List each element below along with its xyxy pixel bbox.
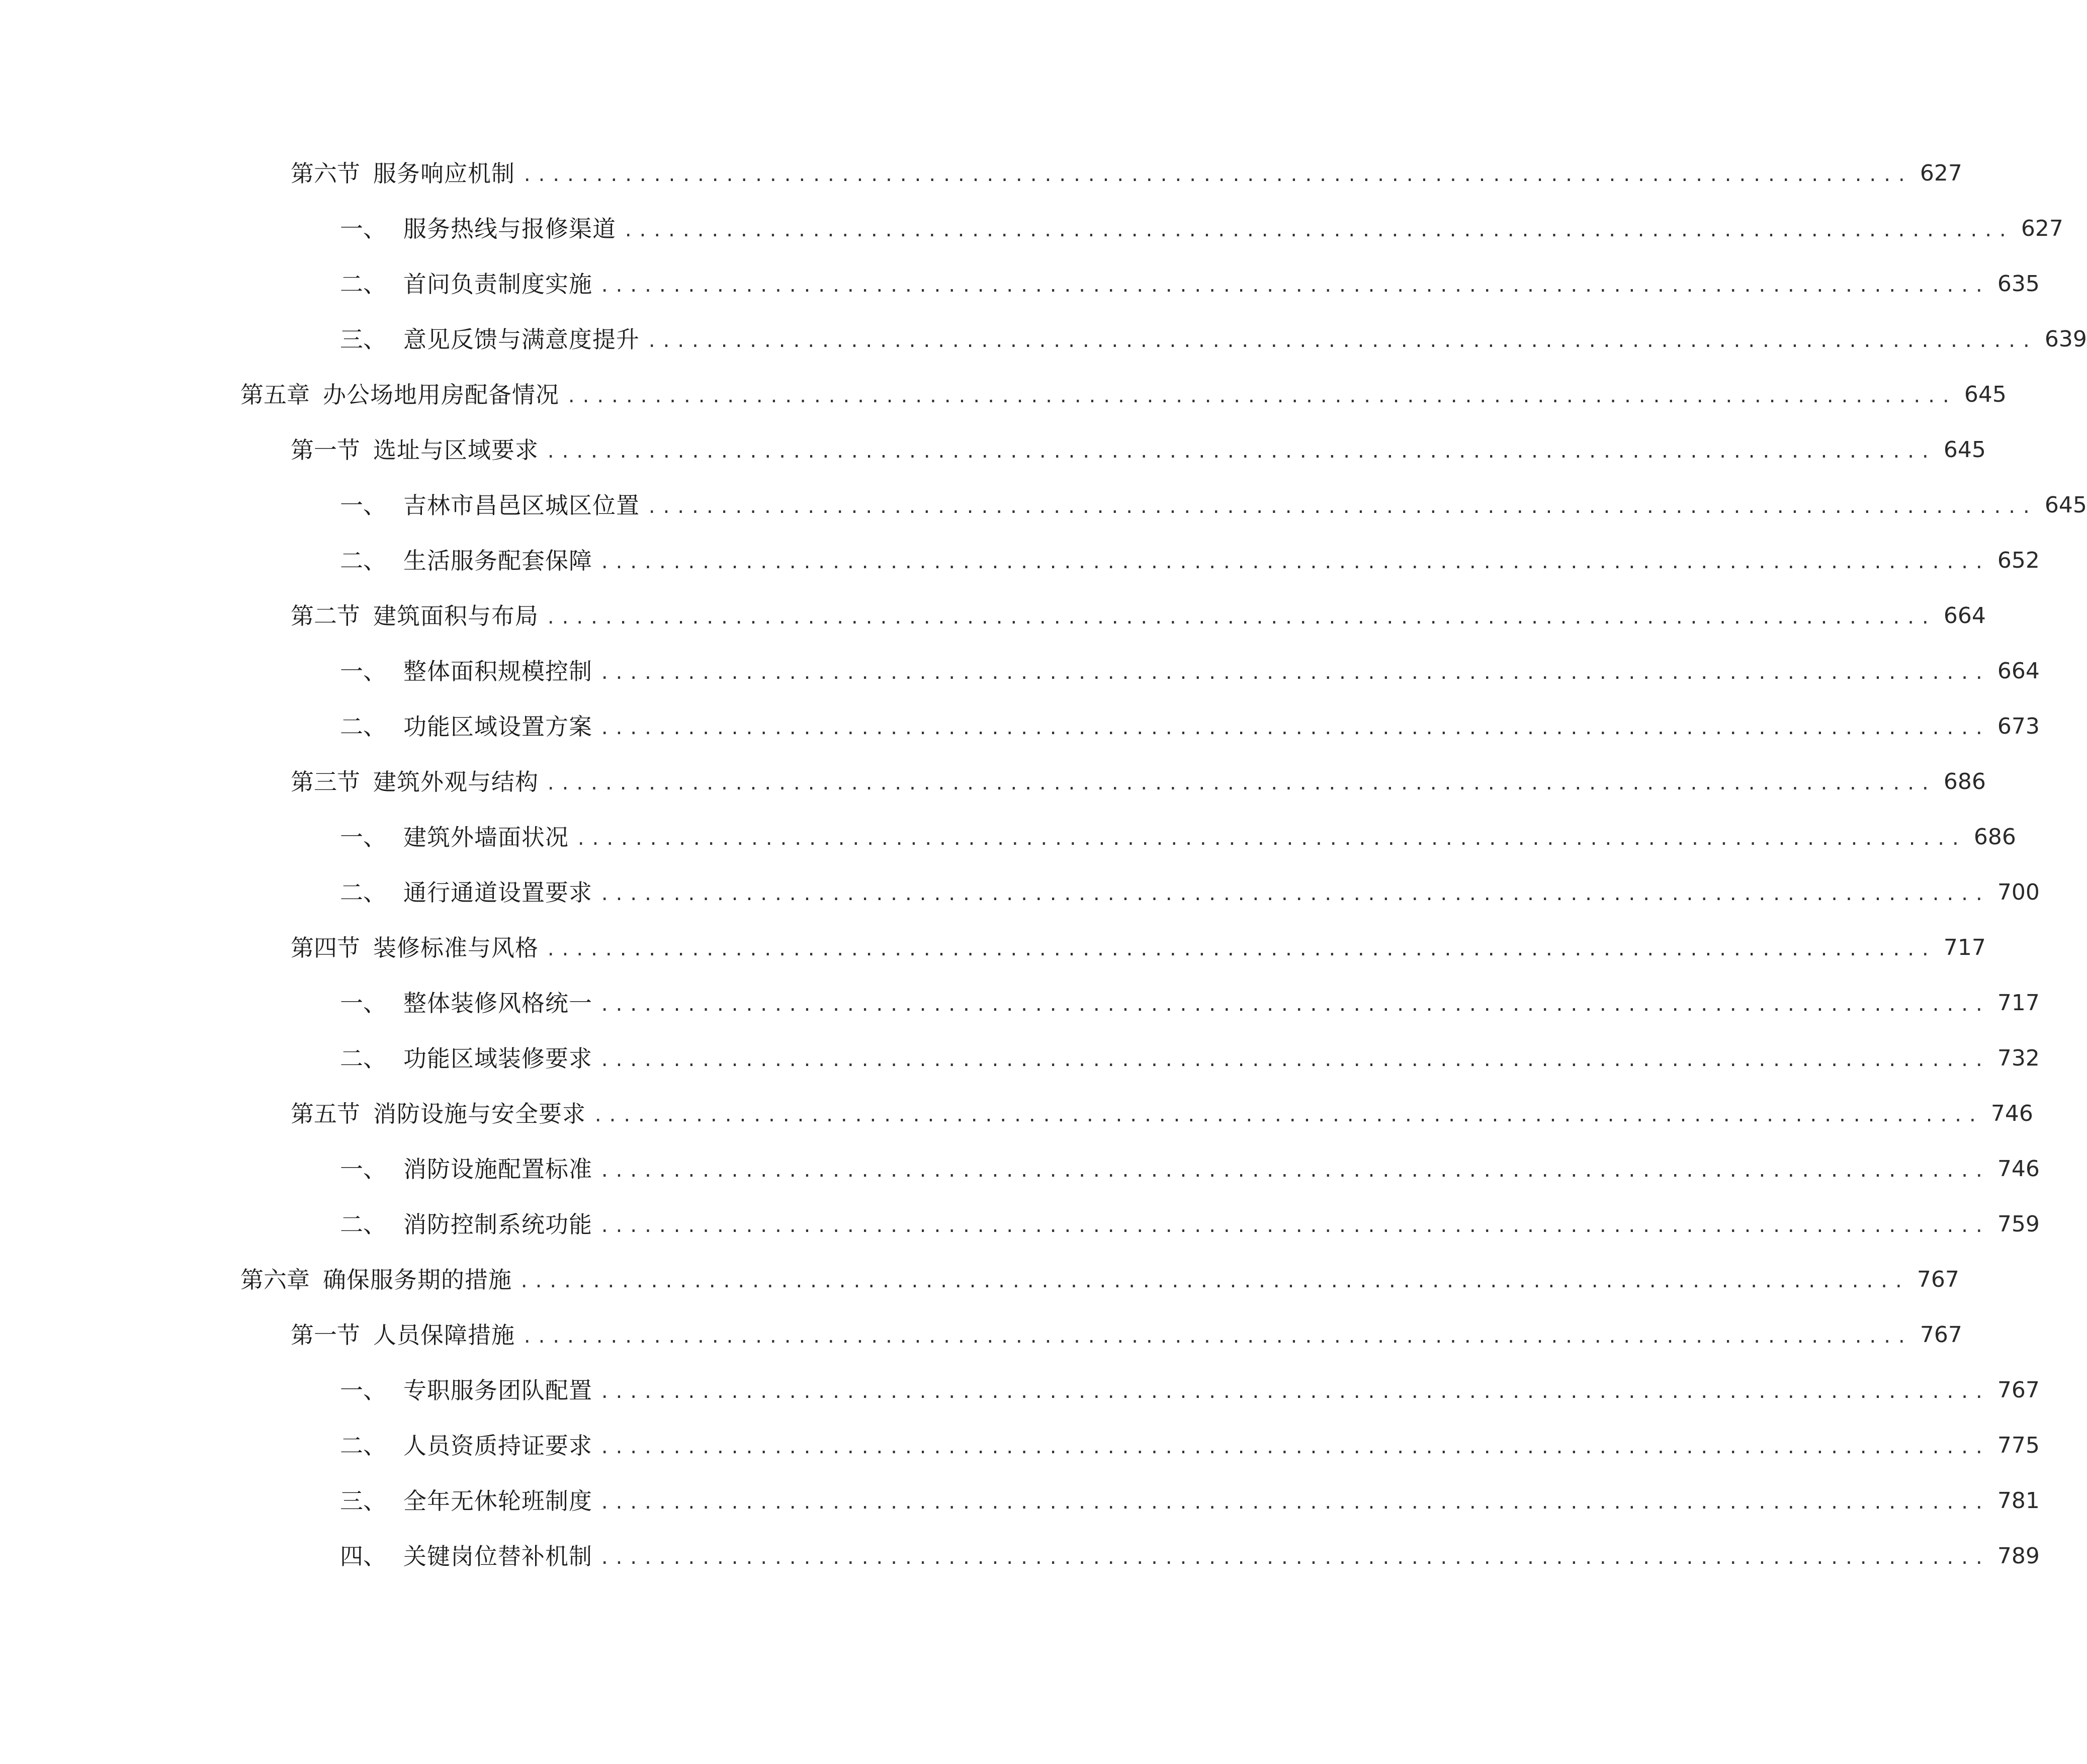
toc-entry-title: 消防设施配置标准	[403, 1156, 592, 1183]
toc-entry-title: 整体面积规模控制	[403, 658, 592, 685]
toc-entry-title: 服务热线与报修渠道	[403, 215, 616, 242]
toc-dot-leader: ................................................................................................	[647, 497, 2036, 517]
toc-entry-title: 装修标准与风格	[373, 934, 539, 961]
toc-entry-number: 二、	[340, 879, 386, 906]
toc-entry-title: 意见反馈与满意度提升	[403, 326, 640, 353]
toc-entry[interactable]	[0, 1418, 2040, 1473]
toc-entry-number: 二、	[340, 1432, 386, 1459]
toc-entry[interactable]	[0, 478, 2087, 533]
toc-entry[interactable]	[0, 1252, 1959, 1307]
toc-entry-title: 生活服务配套保障	[403, 547, 592, 574]
toc-entry-number: 第一节	[291, 436, 360, 464]
toc-entry[interactable]	[0, 367, 2007, 422]
toc-entry-number: 一、	[340, 824, 386, 851]
toc-dot-leader: ................................................................................................	[599, 553, 1988, 573]
toc-entry-number: 第六章	[240, 1266, 310, 1293]
toc-entry-title: 办公场地用房配备情况	[323, 381, 559, 408]
toc-entry[interactable]	[0, 865, 2040, 920]
toc-dot-leader: ................................................................................................	[599, 1216, 1988, 1237]
toc-entry-title: 功能区域设置方案	[403, 713, 592, 740]
toc-entry-title: 人员资质持证要求	[403, 1432, 592, 1459]
toc-page-number: 645	[2044, 492, 2087, 518]
toc-page-number: 664	[1943, 603, 1986, 629]
toc-entry-number: 一、	[340, 990, 386, 1017]
toc-entry-number: 一、	[340, 1156, 386, 1183]
toc-entry-title: 消防控制系统功能	[403, 1211, 592, 1238]
toc-page-number: 759	[1997, 1211, 2040, 1237]
toc-entry-title: 人员保障措施	[373, 1321, 515, 1349]
toc-entry[interactable]	[0, 810, 2016, 865]
toc-entry-title: 确保服务期的措施	[323, 1266, 512, 1293]
toc-entry-title: 消防设施与安全要求	[373, 1100, 586, 1127]
toc-dot-leader: ................................................................................................	[576, 829, 1965, 849]
toc-entry-title: 选址与区域要求	[373, 436, 539, 464]
toc-entry-title: 专职服务团队配置	[403, 1377, 592, 1404]
toc-entry-title: 建筑外墙面状况	[403, 824, 569, 851]
toc-dot-leader: ................................................................................................	[599, 276, 1988, 296]
toc-entry-number: 一、	[340, 215, 386, 242]
toc-page-number: 627	[1920, 160, 1962, 186]
toc-entry-number: 二、	[340, 271, 386, 298]
toc-entry[interactable]	[0, 920, 1986, 976]
toc-entry[interactable]	[0, 1031, 2040, 1086]
toc-entry-number: 第五章	[240, 381, 310, 408]
toc-dot-leader: ................................................................................................	[647, 331, 2036, 351]
toc-page-number: 781	[1997, 1488, 2040, 1514]
toc-entry[interactable]	[0, 533, 2040, 588]
toc-page-number: 645	[1964, 382, 2007, 407]
toc-entry-number: 第五节	[291, 1100, 360, 1127]
toc-page-number: 746	[1990, 1101, 2033, 1126]
toc-entry-number: 四、	[340, 1543, 386, 1570]
toc-entry-title: 建筑外观与结构	[373, 768, 539, 796]
toc-entry-title: 关键岗位替补机制	[403, 1543, 592, 1570]
toc-entry[interactable]	[0, 1141, 2040, 1197]
toc-entry-title: 通行通道设置要求	[403, 879, 592, 906]
toc-dot-leader: ................................................................................................	[599, 663, 1988, 683]
toc-entry[interactable]	[0, 1473, 2040, 1529]
toc-page-number: 639	[2044, 326, 2087, 352]
toc-entry-number: 二、	[340, 547, 386, 574]
toc-page-number: 746	[1997, 1156, 2040, 1182]
toc-entry-number: 二、	[340, 1211, 386, 1238]
toc-page-number: 700	[1997, 879, 2040, 905]
toc-entry-title: 整体装修风格统一	[403, 990, 592, 1017]
toc-dot-leader: ................................................................................................	[599, 1161, 1988, 1181]
toc-page-number: 775	[1997, 1433, 2040, 1458]
toc-entry[interactable]	[0, 699, 2040, 754]
toc-entry-number: 第四节	[291, 934, 360, 961]
toc-dot-leader: ................................................................................................	[546, 608, 1935, 628]
toc-page-number: 767	[1917, 1267, 1959, 1292]
toc-page-number: 686	[1973, 824, 2016, 850]
toc-entry-title: 功能区域装修要求	[403, 1045, 592, 1072]
toc-page-number: 627	[2021, 216, 2063, 241]
toc-entry[interactable]	[0, 201, 2063, 256]
toc-dot-leader: ................................................................................................	[599, 1382, 1988, 1402]
toc-page-number: 645	[1943, 437, 1986, 463]
toc-entry-number: 第六节	[291, 160, 360, 187]
toc-entry-title: 全年无休轮班制度	[403, 1487, 592, 1515]
toc-dot-leader: ................................................................................................	[566, 387, 1955, 407]
toc-entry-number: 第二节	[291, 602, 360, 630]
toc-dot-leader: ................................................................................................	[599, 1493, 1988, 1513]
toc-entry-number: 第一节	[291, 1321, 360, 1349]
toc-entry-number: 三、	[340, 326, 386, 353]
toc-page-number: 652	[1997, 548, 2040, 573]
toc-page-number: 717	[1997, 990, 2040, 1016]
toc-dot-leader: ................................................................................................	[623, 221, 2012, 241]
toc-dot-leader: ................................................................................................	[599, 1438, 1988, 1458]
toc-entry-title: 服务响应机制	[373, 160, 515, 187]
toc-dot-leader: ................................................................................................	[599, 885, 1988, 905]
toc-dot-leader: ................................................................................................	[519, 1272, 1908, 1292]
toc-page-number: 732	[1997, 1045, 2040, 1071]
toc-page-number: 686	[1943, 769, 1986, 795]
toc-entry-title: 吉林市昌邑区城区位置	[403, 492, 640, 519]
toc-dot-leader: ................................................................................................	[599, 1548, 1988, 1568]
toc-entry-number: 一、	[340, 658, 386, 685]
toc-entry[interactable]	[0, 976, 2040, 1031]
toc-page-number: 673	[1997, 714, 2040, 739]
toc-dot-leader: ................................................................................................	[522, 1327, 1911, 1347]
toc-dot-leader: ................................................................................................	[546, 442, 1935, 462]
toc-page-number: 767	[1920, 1322, 1962, 1348]
toc-page-number: 717	[1943, 935, 1986, 960]
toc-entry[interactable]	[0, 1363, 2040, 1418]
toc-dot-leader: ................................................................................................	[546, 774, 1935, 794]
toc-page-number: 664	[1997, 658, 2040, 684]
toc-entry[interactable]	[0, 422, 1986, 478]
toc-entry[interactable]	[0, 644, 2040, 699]
toc-entry-number: 一、	[340, 492, 386, 519]
toc-dot-leader: ................................................................................................	[599, 1050, 1988, 1071]
toc-dot-leader: ................................................................................................	[546, 940, 1935, 960]
toc-page-number: 767	[1997, 1377, 2040, 1403]
toc-entry[interactable]	[0, 588, 1986, 644]
toc-entry[interactable]	[0, 146, 1962, 201]
toc-entry[interactable]	[0, 1197, 2040, 1252]
toc-entry-number: 二、	[340, 713, 386, 740]
toc-page-number: 789	[1997, 1543, 2040, 1569]
toc-dot-leader: ................................................................................................	[593, 1106, 1982, 1126]
toc-entry[interactable]	[0, 1529, 2040, 1584]
table-of-contents	[0, 146, 2087, 1584]
toc-entry[interactable]	[0, 754, 1986, 810]
toc-dot-leader: ................................................................................................	[599, 995, 1988, 1015]
toc-entry-number: 二、	[340, 1045, 386, 1072]
toc-entry[interactable]	[0, 1307, 1962, 1363]
toc-dot-leader: ................................................................................................	[599, 719, 1988, 739]
toc-entry[interactable]	[0, 312, 2087, 367]
toc-entry-title: 首问负责制度实施	[403, 271, 592, 298]
toc-entry-number: 一、	[340, 1377, 386, 1404]
toc-entry[interactable]	[0, 256, 2040, 312]
toc-entry-title: 建筑面积与布局	[373, 602, 539, 630]
toc-dot-leader: ................................................................................................	[522, 165, 1911, 186]
toc-entry-number: 三、	[340, 1487, 386, 1515]
toc-page-number: 635	[1997, 271, 2040, 297]
toc-entry-number: 第三节	[291, 768, 360, 796]
toc-entry[interactable]	[0, 1086, 2033, 1141]
